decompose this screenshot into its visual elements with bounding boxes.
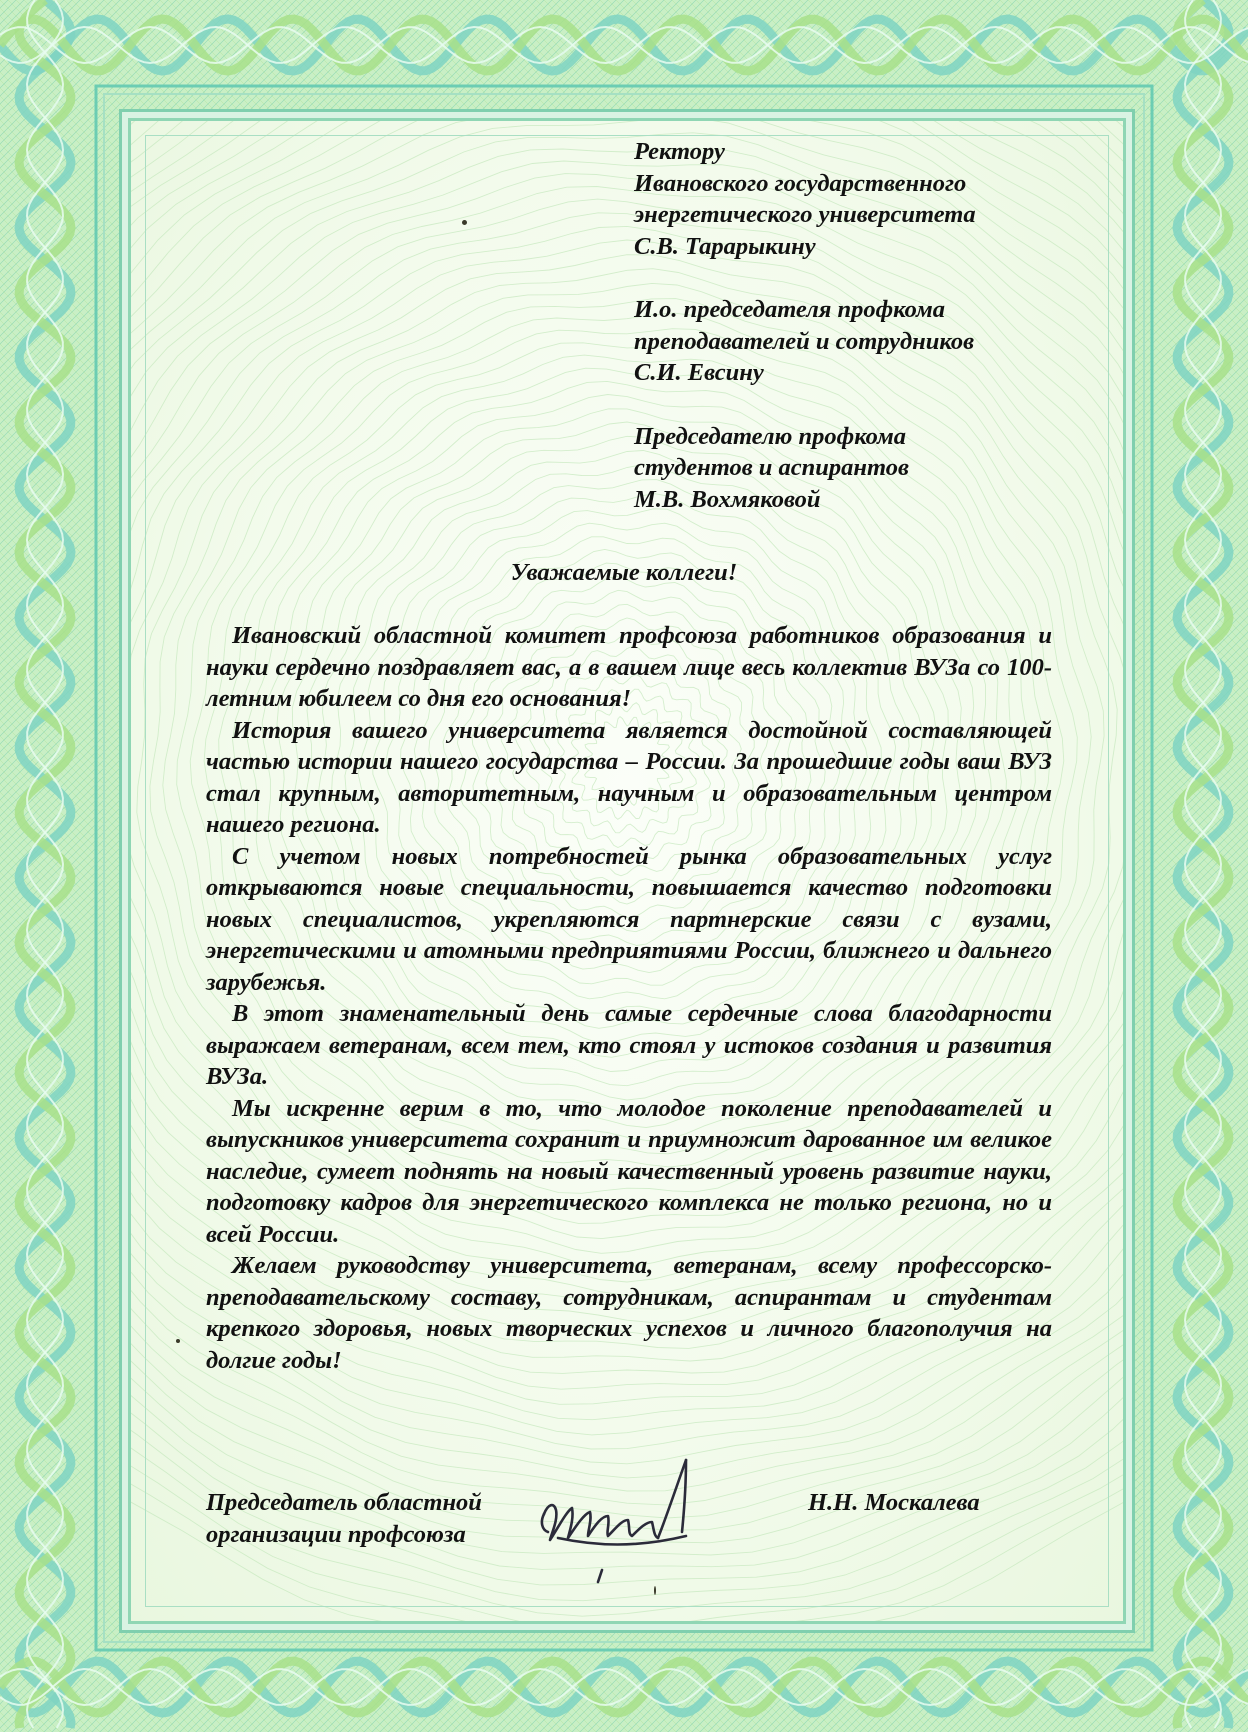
addressee-line: Ректору	[634, 138, 725, 165]
addressee-line: М.В. Вохмяковой	[634, 485, 821, 513]
addressee-line: Ивановского государственного	[634, 169, 967, 197]
body-paragraph: Мы искренне верим в то, что молодое поколение преподавателей и выпускников университета сохранит и приумножит дарованное им великое наследие, сумеет поднять на новый качественный уровень развитие науки, подготовку кадров для энергетического комплекса не только региона, но и всей России.	[206, 1094, 1052, 1248]
addressee-line: И.о. председателя профкома	[634, 296, 946, 323]
handwritten-signature	[536, 1448, 726, 1598]
body-paragraph: Ивановский областной комитет профсоюза работников образования и науки сердечно поздравляет вас, а в вашем лице весь коллектив ВУЗа со 100-летним юбилеем со дня его основания!	[206, 622, 1052, 712]
paper-speck	[176, 1339, 180, 1343]
addressee-line: Председателю профкома	[634, 422, 907, 450]
addressee-staff-union	[634, 294, 1104, 389]
addressee-line: С.И. Евсину	[634, 359, 764, 386]
addressee-block	[634, 136, 1104, 547]
body-paragraph: С учетом новых потребностей рынка образовательных услуг открываются новые специальности, повышается качество подготовки новых специалистов, укрепляются партнерские связи с вузами, энергетическими и атомными предприятиями России, ближнего и дальнего зарубежья.	[206, 842, 1052, 996]
body-paragraph: Желаем руководству университета, ветеранам, всему профессорско-преподавательскому составу, сотрудникам, аспирантам и студентам крепкого здоровья, новых творческих успехов и личного благополучия на долгие годы!	[206, 1252, 1052, 1374]
paper-speck	[654, 1586, 656, 1595]
letter-body	[206, 620, 1052, 1376]
body-paragraph: В этот знаменательный день самые сердечные слова благодарности выражаем ветеранам, всем тем, кто стоял у истоков создания и развития ВУЗа.	[206, 1000, 1052, 1090]
addressee-student-union	[634, 421, 1104, 516]
addressee-line: преподавателей и сотрудников	[634, 327, 975, 355]
addressee-rector	[634, 136, 1104, 262]
signer-title-line: организации профсоюза	[206, 1520, 466, 1548]
body-paragraph: История вашего университета является достойной составляющей частью истории нашего государства – России. За прошедшие годы ваш ВУЗ стал крупным, авторитетным, научным и образовательным центром нашего региона.	[206, 716, 1052, 838]
greeting: Уважаемые коллеги!	[510, 559, 738, 586]
addressee-line: энергетического университета	[634, 201, 976, 228]
signer-title-line: Председатель областной	[206, 1489, 482, 1516]
signer-title	[206, 1487, 566, 1550]
addressee-line: С.В. Тарарыкину	[634, 232, 816, 260]
addressee-line: студентов и аспирантов	[634, 454, 909, 481]
paper-speck	[462, 220, 467, 225]
signer-name: Н.Н. Москалева	[808, 1489, 980, 1516]
